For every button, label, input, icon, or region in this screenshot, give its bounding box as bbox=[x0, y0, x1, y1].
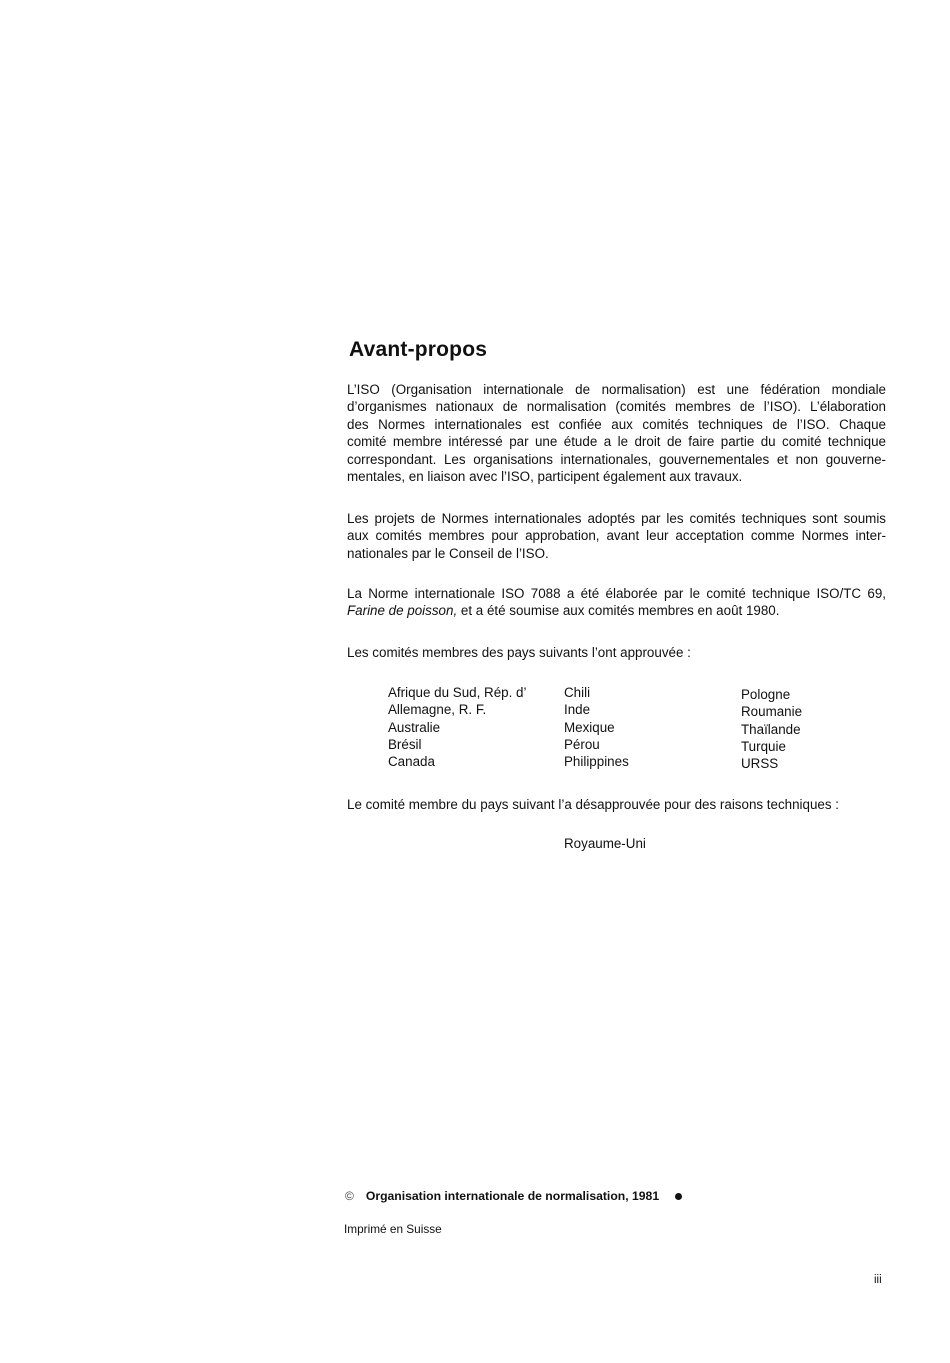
country-item: Roumanie bbox=[741, 704, 803, 720]
country-item: URSS bbox=[741, 756, 779, 772]
disapproving-country: Royaume-Uni bbox=[564, 836, 646, 851]
page-title: Avant-propos bbox=[349, 338, 488, 361]
country-item: Inde bbox=[564, 702, 591, 718]
page-number: iii bbox=[874, 1274, 882, 1286]
copyright-icon: © bbox=[345, 1189, 354, 1203]
bullet-dot-icon bbox=[675, 1193, 682, 1200]
disapproval-intro bbox=[347, 796, 886, 813]
country-item: Brésil bbox=[388, 736, 422, 752]
paragraph-line: des Normes internationales est confiée aux comités techniques de l’ISO. Chaque bbox=[347, 416, 886, 432]
paragraph-line: correspondant. Les organisations internationales, gouvernementales et non gouverne- bbox=[347, 451, 886, 467]
copyright-organisation: Organisation internationale de normalisation, 1981 bbox=[365, 1189, 660, 1203]
paragraph-line bbox=[347, 602, 886, 619]
paragraph-line: comité membre intéressé par une étude a le droit de faire partie du comité technique bbox=[347, 434, 886, 450]
paragraph-line: mentales, en liaison avec l’ISO, participent également aux travaux. bbox=[347, 469, 743, 485]
paragraph-line-rest: et a été soumise aux comités membres en août 1980. bbox=[457, 603, 780, 619]
paragraph-line: La Norme internationale ISO 7088 a été élaborée par le comité technique ISO/TC 69, bbox=[347, 586, 886, 601]
printed-in: Imprimé en Suisse bbox=[344, 1222, 442, 1236]
country-item: Mexique bbox=[564, 719, 615, 735]
paragraph-line: d’organismes nationaux de normalisation (comités membres de l’ISO). L’élaboration bbox=[347, 399, 886, 415]
country-item: Pologne bbox=[741, 687, 791, 702]
foreword-paragraph-iso bbox=[347, 381, 886, 485]
country-column bbox=[564, 684, 629, 770]
paragraph-line: L’ISO (Organisation internationale de normalisation) est une fédération mondiale bbox=[347, 382, 886, 397]
country-item: Canada bbox=[388, 754, 435, 770]
foreword-paragraph-drafts bbox=[347, 510, 886, 562]
country-column bbox=[388, 684, 526, 770]
country-item: Philippines bbox=[564, 754, 629, 770]
country-item: Australie bbox=[388, 719, 441, 735]
paragraph-line: aux comités membres pour approbation, avant leur acceptation comme Normes inter- bbox=[347, 528, 886, 544]
standard-subject-italic: Farine de poisson, bbox=[347, 603, 458, 619]
country-item: Allemagne, R. F. bbox=[388, 702, 487, 718]
copyright-line bbox=[345, 1189, 682, 1203]
approving-countries-list bbox=[388, 684, 848, 779]
paragraph-line: Le comité membre du pays suivant l’a désapprouvée pour des raisons techniques : bbox=[347, 797, 840, 812]
country-item: Thaïlande bbox=[741, 721, 801, 737]
paragraph-line: nationales par le Conseil de l’ISO. bbox=[347, 545, 549, 561]
country-item: Pérou bbox=[564, 736, 600, 752]
country-item: Chili bbox=[564, 685, 591, 700]
country-item: Turquie bbox=[741, 738, 786, 754]
approval-intro bbox=[347, 644, 886, 661]
foreword-paragraph-iso-7088 bbox=[347, 585, 886, 620]
paragraph-line: Les comités membres des pays suivants l’ont approuvée : bbox=[347, 645, 691, 660]
country-column bbox=[741, 686, 802, 772]
country-item: Afrique du Sud, Rép. d’ bbox=[388, 685, 527, 700]
paragraph-line: Les projets de Normes internationales adoptés par les comités techniques sont soumis bbox=[347, 511, 886, 526]
